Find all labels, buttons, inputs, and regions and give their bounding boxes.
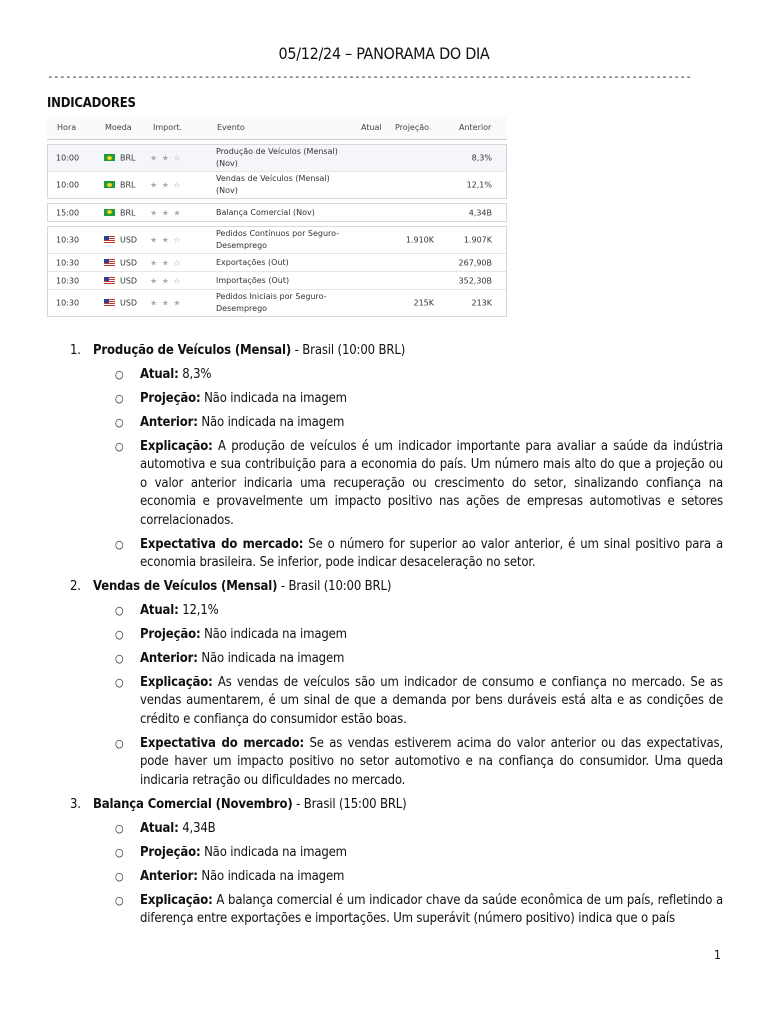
importance-stars: ★ ★ ★	[150, 208, 182, 217]
importance-stars: ★ ★ ☆	[150, 153, 182, 163]
detail-label: Expectativa do mercado:	[140, 735, 305, 751]
detail-text: Não indicada na imagem	[197, 868, 345, 884]
item-title: Vendas de Veículos (Mensal)	[93, 579, 278, 595]
col-projecao: Projeção	[395, 123, 430, 132]
brazil-flag-icon	[104, 209, 115, 216]
calendar-row	[48, 145, 506, 172]
calendar-event: Exportações (Out)	[216, 257, 289, 267]
bullet-circle-icon: ○	[115, 736, 124, 750]
calendar-time: 15:00	[56, 208, 80, 217]
detail-bullet	[0, 366, 768, 384]
calendar-previous: 267,90B	[458, 258, 492, 267]
detail-bullet	[0, 602, 768, 620]
section-heading: INDICADORES	[47, 96, 136, 111]
detail-label: Explicação:	[140, 439, 213, 454]
detail-label: Explicação:	[140, 675, 213, 691]
item-region: - Brasil (15:00 BRL)	[292, 796, 407, 812]
detail-text: Não indicada na imagem	[200, 391, 347, 406]
detail-label: Projeção:	[140, 391, 201, 406]
detail-text: A produção de veículos é um indicador importante para avaliar a saúde da indústria automotiva e sua contribuição para a economia do país. Um número mais alto do que a projeção ou o valor anterior indicaria uma recuperação ou crescimento do setor, sinalizando confiança na economia e provavelmente um impacto positivo nas ações de empresas automotivas e setores correlacionados.	[140, 439, 723, 528]
calendar-previous: 12,1%	[466, 180, 492, 190]
usa-flag-icon	[104, 259, 115, 266]
detail-text: As vendas de veículos são um indicador de consumo e confiança no mercado. Se as vendas aumentarem, é um sinal de que a demanda por bens duráveis está alta e as condições de crédito e confiança do consumidor estão boas.	[140, 675, 723, 727]
detail-bullet	[0, 820, 768, 838]
calendar-group	[47, 144, 507, 199]
calendar-forecast: 1.910K	[405, 235, 434, 245]
detail-bullet	[0, 868, 768, 886]
detail-bullet	[0, 844, 768, 862]
calendar-time: 10:30	[56, 298, 80, 308]
usa-flag-icon	[104, 299, 115, 306]
detail-label: Explicação:	[140, 892, 213, 908]
calendar-event: Produção de Veículos (Mensal) (Nov)	[216, 147, 338, 168]
indicator-item	[0, 578, 768, 596]
detail-bullet	[0, 414, 768, 432]
col-import: Import.	[153, 123, 183, 132]
indicator-item	[0, 342, 768, 360]
calendar-currency: BRL	[120, 180, 136, 190]
detail-label: Atual:	[140, 367, 179, 382]
detail-label: Expectativa do mercado:	[140, 536, 304, 552]
bullet-circle-icon: ○	[115, 893, 124, 907]
detail-text: 4,34B	[178, 820, 216, 836]
calendar-event: Pedidos Contínuos por Seguro-Desemprego	[216, 229, 340, 250]
detail-text: 12,1%	[178, 603, 219, 619]
bullet-circle-icon: ○	[115, 416, 124, 429]
detail-bullet	[0, 390, 768, 408]
calendar-body	[47, 144, 507, 317]
detail-label: Anterior:	[140, 415, 198, 430]
detail-bullet	[0, 626, 768, 644]
calendar-currency: BRL	[120, 153, 136, 163]
calendar-forecast: 215K	[413, 298, 434, 308]
calendar-time: 10:00	[56, 180, 80, 190]
col-atual: Atual	[361, 123, 382, 132]
col-hora: Hora	[57, 123, 77, 132]
col-anterior: Anterior	[459, 123, 492, 132]
item-region: - Brasil (10:00 BRL)	[277, 579, 392, 595]
usa-flag-icon	[104, 236, 115, 243]
calendar-currency: USD	[120, 235, 138, 245]
detail-text: Não indicada na imagem	[197, 651, 345, 667]
calendar-group	[47, 203, 507, 222]
item-region: - Brasil (10:00 BRL)	[291, 343, 406, 358]
detail-text: 8,3%	[178, 367, 212, 382]
item-number: 1.	[70, 343, 81, 358]
calendar-row	[48, 227, 506, 254]
page-title: 05/12/24 – PANORAMA DO DIA	[278, 44, 490, 63]
calendar-row	[48, 204, 506, 221]
calendar-previous: 4,34B	[468, 208, 492, 217]
bullet-circle-icon: ○	[115, 368, 124, 381]
detail-bullet	[0, 735, 768, 790]
indicator-item	[0, 796, 768, 814]
item-number: 2.	[70, 579, 81, 595]
detail-label: Anterior:	[140, 868, 198, 884]
calendar-currency: USD	[120, 298, 138, 308]
indicator-list	[0, 342, 768, 928]
detail-bullet	[0, 438, 768, 530]
importance-stars: ★ ★ ☆	[150, 276, 182, 285]
bullet-circle-icon: ○	[115, 604, 124, 618]
page-number: 1	[714, 948, 721, 962]
detail-label: Projeção:	[140, 627, 201, 643]
brazil-flag-icon	[104, 181, 115, 188]
detail-text: A balança comercial é um indicador chave da saúde econômica de um país, refletindo a diferença entre exportações e importações. Um superávit (número positivo) indica que o país	[140, 892, 723, 927]
calendar-previous: 213K	[471, 298, 492, 308]
detail-bullet	[0, 536, 768, 573]
detail-label: Atual:	[140, 820, 179, 836]
bullet-circle-icon: ○	[115, 628, 124, 642]
detail-bullet	[0, 650, 768, 668]
detail-bullet	[0, 892, 768, 929]
calendar-group	[47, 226, 507, 317]
bullet-circle-icon: ○	[115, 652, 124, 666]
detail-label: Anterior:	[140, 651, 198, 667]
detail-text: Se o número for superior ao valor anterior, é um sinal positivo para a economia brasileira. Se inferior, pode indicar desaceleração no setor.	[140, 536, 723, 571]
calendar-time: 10:30	[56, 235, 80, 245]
calendar-previous: 1.907K	[463, 235, 492, 245]
calendar-previous: 352,30B	[458, 276, 492, 285]
detail-label: Atual:	[140, 603, 179, 619]
calendar-previous: 8,3%	[471, 153, 492, 163]
calendar-currency: USD	[120, 258, 138, 267]
calendar-time: 10:00	[56, 153, 80, 163]
detail-text: Não indicada na imagem	[200, 844, 347, 860]
importance-stars: ★ ★ ☆	[150, 180, 182, 190]
col-evento: Evento	[217, 123, 245, 132]
bullet-circle-icon: ○	[115, 676, 124, 690]
calendar-row	[48, 290, 506, 316]
detail-text: Não indicada na imagem	[200, 627, 347, 643]
bullet-circle-icon: ○	[115, 821, 124, 835]
calendar-event: Importações (Out)	[216, 275, 290, 285]
col-moeda: Moeda	[105, 123, 132, 132]
calendar-row	[48, 172, 506, 198]
importance-stars: ★ ★ ☆	[150, 235, 182, 245]
calendar-event: Vendas de Veículos (Mensal) (Nov)	[216, 174, 330, 195]
calendar-event: Balança Comercial (Nov)	[216, 207, 315, 217]
calendar-time: 10:30	[56, 258, 80, 267]
calendar-row	[48, 272, 506, 290]
bullet-circle-icon: ○	[115, 392, 124, 405]
importance-stars: ★ ★ ☆	[150, 258, 182, 267]
detail-label: Projeção:	[140, 844, 201, 860]
economic-calendar	[47, 117, 507, 336]
brazil-flag-icon	[104, 154, 115, 161]
bullet-circle-icon: ○	[115, 845, 124, 859]
bullet-circle-icon: ○	[115, 440, 124, 453]
item-title: Balança Comercial (Novembro)	[93, 796, 293, 812]
detail-text: Não indicada na imagem	[197, 415, 345, 430]
usa-flag-icon	[104, 277, 115, 284]
bullet-circle-icon: ○	[115, 869, 124, 883]
calendar-row	[48, 254, 506, 272]
item-title: Produção de Veículos (Mensal)	[93, 343, 292, 358]
importance-stars: ★ ★ ★	[150, 298, 182, 308]
detail-text: Se as vendas estiverem acima do valor anterior ou das expectativas, pode haver um impacto positivo no setor automotivo e na confiança do consumidor. Uma queda indicaria retração ou dificuldades no mercado.	[140, 735, 724, 788]
divider: -----------------------------------------------------------------------------------------------------------	[47, 70, 692, 83]
calendar-event: Pedidos Iniciais por Seguro-Desemprego	[216, 292, 327, 313]
calendar-time: 10:30	[56, 276, 80, 285]
calendar-header	[47, 117, 507, 140]
item-number: 3.	[70, 796, 81, 812]
calendar-currency: BRL	[120, 208, 136, 217]
detail-bullet	[0, 674, 768, 729]
calendar-currency: USD	[120, 276, 138, 285]
bullet-circle-icon: ○	[115, 537, 124, 551]
